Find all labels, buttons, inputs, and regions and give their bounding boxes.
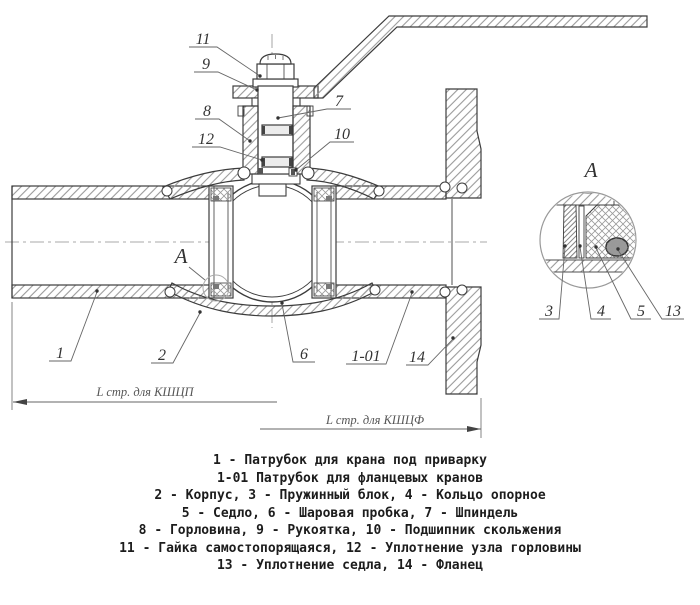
part-label-13: 13 bbox=[665, 303, 681, 320]
handle-bar bbox=[314, 16, 647, 98]
detail-support-ring bbox=[579, 206, 584, 258]
part-label-7: 7 bbox=[335, 93, 343, 110]
legend-line: 1-01 Патрубок для фланцевых кранов bbox=[216, 470, 484, 486]
neck-and-stem bbox=[238, 54, 314, 196]
detail-title-letter: A bbox=[584, 158, 598, 182]
legend-line: 1 - Патрубок для крана под приварку bbox=[213, 453, 487, 468]
dim-arrow-left bbox=[13, 399, 27, 405]
part-label-1-01: 1-01 bbox=[351, 348, 381, 365]
part-label-1: 1 bbox=[56, 345, 64, 362]
dim-text-kshcf: L стр. для КШЦФ bbox=[325, 413, 425, 427]
part-label-12: 12 bbox=[198, 131, 214, 148]
part-label-2: 2 bbox=[158, 347, 166, 364]
dim-arrow-right bbox=[467, 426, 481, 432]
part-label-11: 11 bbox=[195, 31, 211, 48]
stem-nut bbox=[257, 64, 294, 79]
part-label-10: 10 bbox=[334, 126, 350, 143]
part-label-6: 6 bbox=[300, 346, 308, 363]
flange bbox=[446, 89, 481, 394]
part-label-4: 4 bbox=[597, 303, 605, 320]
parts-legend bbox=[0, 452, 700, 575]
detail-view-a bbox=[536, 192, 640, 288]
neck-right bbox=[293, 106, 310, 174]
legend-line: 5 - Седло, 6 - Шаровая пробка, 7 - Шпиндель bbox=[181, 505, 519, 521]
part-label-9: 9 bbox=[202, 56, 210, 73]
legend-line: 13 - Уплотнение седла, 14 - Фланец bbox=[216, 558, 484, 573]
part-label-3: 3 bbox=[545, 303, 553, 320]
part-label-8: 8 bbox=[203, 103, 211, 120]
seat-left bbox=[209, 186, 233, 298]
legend-line: 8 - Горловина, 9 - Рукоятка, 10 - Подшипник скольжения bbox=[138, 523, 562, 538]
dimension-kshcp bbox=[12, 302, 277, 410]
seat-right bbox=[312, 186, 336, 298]
legend-line: 11 - Гайка самостопорящаяся, 12 - Уплотнение узла горловины bbox=[119, 540, 581, 556]
part-label-14: 14 bbox=[409, 349, 425, 366]
dimension-kshcf bbox=[260, 398, 481, 438]
dim-text-kshcp: L стр. для КШЦП bbox=[96, 385, 194, 399]
part-label-5: 5 bbox=[637, 303, 645, 320]
detail-ref-letter: A bbox=[174, 244, 188, 268]
legend-line: 2 - Корпус, 3 - Пружинный блок, 4 - Кольцо опорное bbox=[154, 488, 546, 503]
